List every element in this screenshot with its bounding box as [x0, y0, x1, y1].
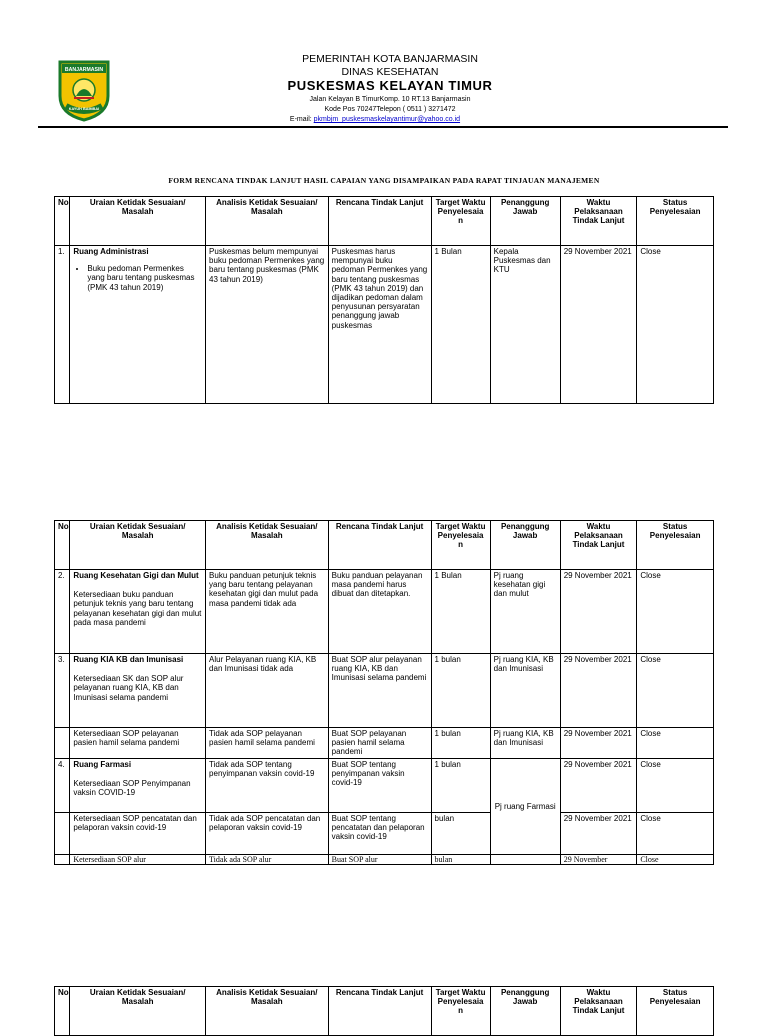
header-penanggung-jawab: Penanggung Jawab	[490, 197, 560, 246]
table-header-row	[55, 521, 714, 570]
header-status: Status Penyelesaian	[637, 987, 714, 1036]
table-row	[55, 246, 714, 404]
action-plan-table-1	[54, 196, 714, 404]
header-penanggung-jawab: Penanggung Jawab	[490, 521, 560, 570]
letterhead-government: PEMERINTAH KOTA BANJARMASIN	[302, 53, 478, 65]
letterhead-department: DINAS KESEHATAN	[341, 66, 439, 78]
form-title: FORM RENCANA TINDAK LANJUT HASIL CAPAIAN YANG DISAMPAIKAN PADA RAPAT TINJAUAN MANAJEMEN	[168, 176, 600, 185]
row-rencana: Buat SOP pelayanan pasien hamil selama pandemi	[328, 728, 431, 759]
row-analisis: Buku panduan petunjuk teknis yang baru tentang pelayanan kesehatan gigi dan mulut pada masa pandemi tidak ada	[206, 570, 329, 654]
row-waktu: 29 November 2021	[560, 654, 637, 728]
uraian-issue: Ketersediaan buku panduan petunjuk teknis yang baru tentang pelayanan kesehatan gigi dan mulut pada masa pandemi	[73, 590, 202, 627]
row-uraian	[70, 570, 206, 654]
row-waktu: 29 November 2021	[560, 570, 637, 654]
row-rencana: Puskesmas harus mempunyai buku pedoman Permenkes yang baru tentang puskesmas (PMK 43 tahun 2019) dan dijadikan pedoman dalam penyusunan persyaratan penanggung jawab puskesmas	[328, 246, 431, 404]
header-uraian: Uraian Ketidak Sesuaian/ Masalah	[70, 197, 206, 246]
header-no: No	[55, 197, 70, 246]
header-analisis: Analisis Ketidak Sesuaian/ Masalah	[206, 987, 329, 1036]
header-no: No	[55, 521, 70, 570]
action-plan-table-2	[54, 520, 714, 865]
table-header-row	[55, 987, 714, 1036]
row-rencana: Buat SOP alur	[328, 855, 431, 865]
row-analisis: Tidak ada SOP tentang penyimpanan vaksin covid-19	[206, 759, 329, 813]
row-no: 2.	[55, 570, 70, 654]
row-uraian	[70, 246, 206, 404]
row-analisis: Alur Pelayanan ruang KIA, KB dan Imunisasi tidak ada	[206, 654, 329, 728]
row-rencana: Buku panduan pelayanan masa pandemi harus dibuat dan ditetapkan.	[328, 570, 431, 654]
header-uraian: Uraian Ketidak Sesuaian/ Masalah	[70, 521, 206, 570]
letterhead-divider	[38, 126, 728, 128]
email-label: E-mail:	[289, 116, 314, 123]
table-row	[55, 728, 714, 759]
header-rencana: Rencana Tindak Lanjut	[328, 521, 431, 570]
header-waktu: Waktu Pelaksanaan Tindak Lanjut	[560, 197, 637, 246]
header-uraian: Uraian Ketidak Sesuaian/ Masalah	[70, 987, 206, 1036]
area-label: Ruang Administrasi	[73, 247, 149, 256]
row-target: 1 Bulan	[431, 246, 490, 404]
logo-text-top: BANJARMASIN	[64, 67, 104, 73]
header-analisis: Analisis Ketidak Sesuaian/ Masalah	[206, 197, 329, 246]
uraian-issue: Ketersediaan SOP Penyimpanan vaksin COVID-19	[73, 779, 191, 798]
row-status: Close	[637, 759, 714, 813]
table-row	[55, 759, 714, 813]
letterhead-address: Jalan Kelayan B TimurKomp. 10 RT.13 Banjarmasin	[309, 96, 471, 103]
row-penanggung-jawab	[490, 855, 560, 865]
table-header-row	[55, 197, 714, 246]
letterhead-puskesmas: PUSKESMAS KELAYAN TIMUR	[287, 78, 493, 93]
header-rencana: Rencana Tindak Lanjut	[328, 987, 431, 1036]
row-analisis: Tidak ada SOP pelayanan pasien hamil selama pandemi	[206, 728, 329, 759]
row-status: Close	[637, 654, 714, 728]
table-row	[55, 813, 714, 855]
row-no: 3.	[55, 654, 70, 728]
uraian-issue: Ketersediaan SK dan SOP alur pelayanan ruang KIA, KB dan Imunisasi selama pandemi	[73, 674, 184, 702]
row-penanggung-jawab: Pj ruang KIA, KB dan Imunisasi	[490, 728, 560, 759]
row-waktu: 29 November	[560, 855, 637, 865]
row-target: 1 Bulan	[431, 570, 490, 654]
row-status: Close	[637, 570, 714, 654]
row-no: 4.	[55, 759, 70, 813]
row-target: 1 bulan	[431, 654, 490, 728]
row-no: 1.	[55, 246, 70, 404]
header-target: Target Waktu Penyelesaia n	[431, 521, 490, 570]
uraian-item: • Buku pedoman Permenkes yang baru tentang puskesmas (PMK 43 tahun 2019)	[87, 264, 202, 292]
row-target: bulan	[431, 855, 490, 865]
row-uraian: Ketersediaan SOP alur	[70, 855, 206, 865]
area-label: Ruang Kesehatan Gigi dan Mulut	[73, 571, 199, 580]
header-penanggung-jawab: Penanggung Jawab	[490, 987, 560, 1036]
letterhead-email	[130, 116, 620, 124]
header-target: Target Waktu Penyelesaia n	[431, 987, 490, 1036]
row-uraian	[70, 654, 206, 728]
row-target: bulan	[431, 813, 490, 855]
row-waktu: 29 November 2021	[560, 813, 637, 855]
logo-text-bottom: KAYUH BAIMBAI	[68, 107, 100, 111]
row-uraian: Ketersediaan SOP pencatatan dan pelaporan vaksin covid-19	[70, 813, 206, 855]
row-status: Close	[637, 855, 714, 865]
row-waktu: 29 November 2021	[560, 759, 637, 813]
row-waktu: 29 November 2021	[560, 728, 637, 759]
row-no	[55, 813, 70, 855]
header-rencana: Rencana Tindak Lanjut	[328, 197, 431, 246]
row-uraian: Ketersediaan SOP pelayanan pasien hamil selama pandemi	[70, 728, 206, 759]
row-uraian	[70, 759, 206, 813]
area-label: Ruang Farmasi	[73, 760, 132, 769]
banjarmasin-city-logo	[56, 60, 112, 122]
row-status: Close	[637, 728, 714, 759]
row-waktu: 29 November 2021	[560, 246, 637, 404]
header-waktu: Waktu Pelaksanaan Tindak Lanjut	[560, 521, 637, 570]
header-status: Status Penyelesaian	[637, 197, 714, 246]
table-row	[55, 570, 714, 654]
header-target: Target Waktu Penyelesaia n	[431, 197, 490, 246]
row-analisis: Puskesmas belum mempunyai buku pedoman Permenkes yang baru tentang puskesmas (PMK 43 tahun 2019)	[206, 246, 329, 404]
row-target: 1 bulan	[431, 728, 490, 759]
area-label: Ruang KIA KB dan Imunisasi	[73, 655, 184, 664]
action-plan-table-3	[54, 986, 714, 1036]
row-no	[55, 728, 70, 759]
row-target: 1 bulan	[431, 759, 490, 813]
header-analisis: Analisis Ketidak Sesuaian/ Masalah	[206, 521, 329, 570]
row-status: Close	[637, 246, 714, 404]
letterhead-postal: Kode Pos 70247Telepon ( 0511 ) 3271472	[324, 106, 456, 113]
row-analisis: Tidak ada SOP alur	[206, 855, 329, 865]
header-waktu: Waktu Pelaksanaan Tindak Lanjut	[560, 987, 637, 1036]
row-status: Close	[637, 813, 714, 855]
row-penanggung-jawab: Pj ruang KIA, KB dan Imunisasi	[490, 654, 560, 728]
row-analisis: Tidak ada SOP pencatatan dan pelaporan vaksin covid-19	[206, 813, 329, 855]
row-rencana: Buat SOP alur pelayanan ruang KIA, KB dan Imunisasi selama pandemi	[328, 654, 431, 728]
email-link[interactable]: pkmbjm_puskesmaskelayantimur@yahoo.co.id	[313, 116, 461, 123]
row-rencana: Buat SOP tentang pencatatan dan pelaporan vaksin covid-19	[328, 813, 431, 855]
row-rencana: Buat SOP tentang penyimpanan vaksin covid-19	[328, 759, 431, 813]
row-penanggung-jawab: Pj ruang kesehatan gigi dan mulut	[490, 570, 560, 654]
row-penanggung-jawab: Kepala Puskesmas dan KTU	[490, 246, 560, 404]
header-status: Status Penyelesaian	[637, 521, 714, 570]
header-no: No	[55, 987, 70, 1036]
row-no	[55, 855, 70, 865]
row-penanggung-jawab: Pj ruang Farmasi	[490, 759, 560, 855]
table-row	[55, 654, 714, 728]
table-row	[55, 855, 714, 865]
